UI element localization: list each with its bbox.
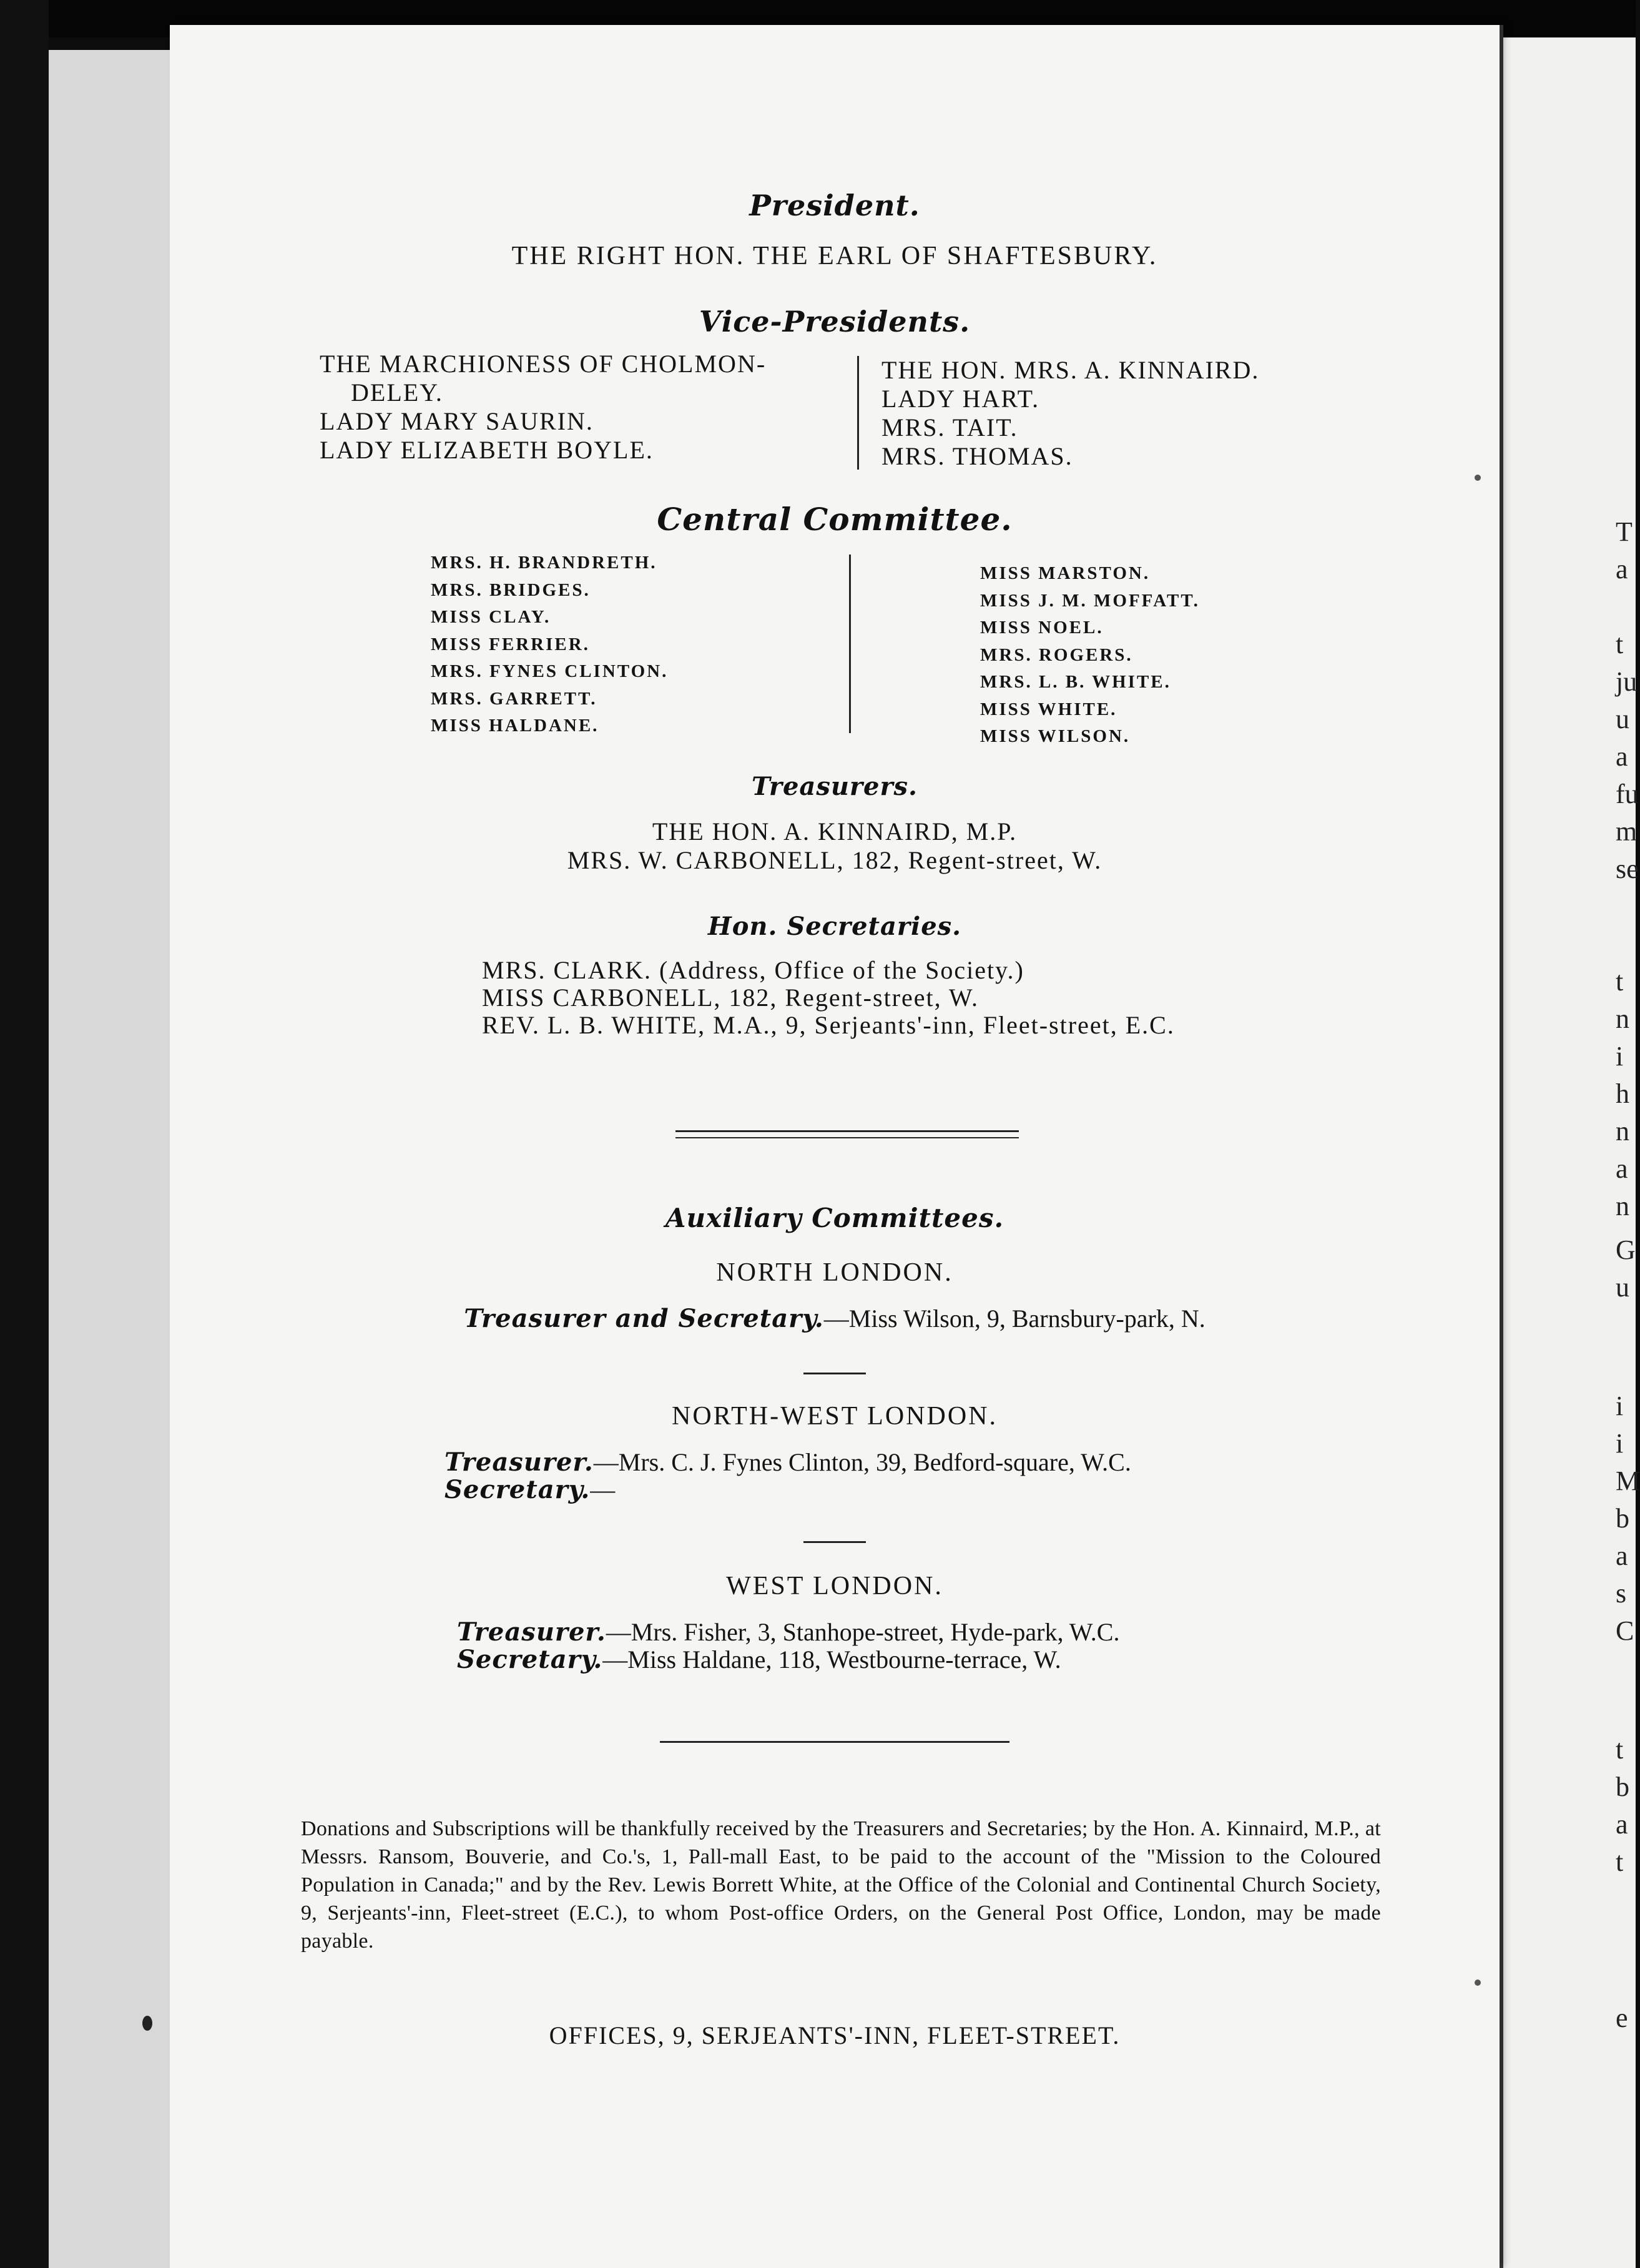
- central-committee-right: [980, 560, 1355, 751]
- secretary-line: REV. L. B. WHITE, M.A., 9, Serjeants'-inn, Fleet-street, E.C.: [482, 1011, 1175, 1039]
- adjacent-page-fragment: n: [1616, 1116, 1629, 1146]
- adjacent-page-fragment: t: [1616, 629, 1624, 659]
- column-divider: [849, 555, 851, 733]
- west-london-title: WEST LONDON.: [726, 1572, 943, 1600]
- ink-speck: [142, 2016, 152, 2031]
- adjacent-page-fragment: i: [1616, 1428, 1624, 1459]
- north-west-london-title: NORTH-WEST LONDON.: [672, 1402, 998, 1431]
- adjacent-page-fragment: a: [1616, 554, 1628, 584]
- vice-presidents-right: [881, 356, 1443, 471]
- adjacent-page-fragment: s: [1616, 1578, 1627, 1609]
- divider-double-bottom: [675, 1137, 1019, 1138]
- vice-president-entry: LADY HART.: [881, 385, 1040, 413]
- officer-details: —Mrs. C. J. Fynes Clinton, 39, Bedford-square, W.C.: [593, 1448, 1131, 1476]
- committee-member: MRS. GARRETT.: [431, 688, 597, 709]
- adjacent-page-fragment: m: [1616, 816, 1638, 847]
- adjacent-page-fragment: t: [1616, 966, 1624, 997]
- officer-details: —Mrs. Fisher, 3, Stanhope-street, Hyde-park, W.C.: [606, 1618, 1120, 1646]
- committee-member: MISS FERRIER.: [431, 634, 590, 654]
- officer-label: Treasurer.: [457, 1617, 606, 1647]
- adjacent-page-fragment: a: [1616, 1153, 1628, 1184]
- treasurer-line: THE HON. A. KINNAIRD, M.P.: [652, 817, 1018, 846]
- adjacent-page-fragment: n: [1616, 1003, 1629, 1034]
- vice-president-entry: THE HON. MRS. A. KINNAIRD.: [881, 356, 1260, 384]
- vice-president-entry: LADY MARY SAURIN.: [320, 407, 594, 435]
- short-divider: [803, 1373, 866, 1374]
- committee-member: MRS. ROGERS.: [980, 644, 1133, 665]
- committee-member: MISS WILSON.: [980, 726, 1131, 746]
- president-name: THE RIGHT HON. THE EARL OF SHAFTESBURY.: [511, 242, 1158, 270]
- officer-label: Secretary.: [444, 1475, 591, 1504]
- adjacent-page-fragment: t: [1616, 1734, 1624, 1765]
- treasurer-line: MRS. W. CARBONELL, 182, Regent-street, W.: [567, 846, 1102, 874]
- committee-member: MISS MARSTON.: [980, 563, 1151, 583]
- secretaries-heading: Hon. Secretaries.: [707, 912, 962, 941]
- vice-president-entry: DELEY.: [351, 378, 443, 407]
- vice-president-entry: MRS. THOMAS.: [881, 442, 1073, 470]
- ink-speck: [1475, 1980, 1481, 1986]
- committee-member: MISS J. M. MOFFATT.: [980, 590, 1200, 611]
- officer-details: —: [590, 1476, 616, 1504]
- central-committee-left: [431, 550, 805, 740]
- secretary-line: MISS CARBONELL, 182, Regent-street, W.: [482, 984, 979, 1012]
- scan-border-left: [0, 0, 49, 2268]
- adjacent-page-fragment: i: [1616, 1391, 1624, 1421]
- vice-president-entry: THE MARCHIONESS OF CHOLMON-: [320, 350, 767, 378]
- adjacent-page-fragment: u: [1616, 1272, 1629, 1303]
- vice-president-entry: LADY ELIZABETH BOYLE.: [320, 436, 654, 464]
- adjacent-page-fragment: h: [1616, 1078, 1629, 1109]
- officer-label: Treasurer and Secretary.: [464, 1304, 824, 1333]
- west-treasurer: [457, 1619, 1119, 1646]
- vice-presidents-heading: Vice-Presidents.: [699, 305, 971, 338]
- adjacent-page-fragment: ju: [1616, 666, 1638, 697]
- committee-member: MISS HALDANE.: [431, 716, 599, 736]
- officer-label: Treasurer.: [444, 1447, 594, 1477]
- donations-paragraph: Donations and Subscriptions will be thankfully received by the Treasurers and Secretaries; by the Hon. A. Kinnaird, M.P., at Messrs. Ransom, Bouverie, and Co.'s, 1, Pall-mall East, to be paid to the account of the "Mission to the Coloured Population in Canada;" and by the Rev. Lewis Borrett White, at the Office of the Colonial and Continental Church Society, 9, Serjeants'-inn, Fleet-street (E.C.), to whom Post-office Orders, on the General Post Office, London, may be made payable.: [301, 1817, 1381, 1953]
- secretary-line: MRS. CLARK. (Address, Office of the Society.): [482, 956, 1024, 984]
- ink-speck: [1475, 475, 1481, 481]
- adjacent-page-fragment: a: [1616, 741, 1628, 772]
- adjacent-page: [1503, 37, 1640, 2268]
- committee-member: MISS WHITE.: [980, 699, 1117, 719]
- committee-member: MRS. L. B. WHITE.: [980, 672, 1171, 692]
- column-divider: [857, 356, 859, 470]
- adjacent-page-fragment: a: [1616, 1809, 1628, 1840]
- section-divider: [660, 1741, 1009, 1743]
- vice-presidents-left: [320, 350, 838, 465]
- committee-member: MISS NOEL.: [980, 618, 1104, 638]
- central-committee-heading: Central Committee.: [657, 501, 1013, 538]
- north-west-secretary: [444, 1476, 615, 1504]
- short-divider: [803, 1541, 866, 1543]
- officer-details: —Miss Wilson, 9, Barnsbury-park, N.: [823, 1304, 1205, 1333]
- officer-label: Secretary.: [457, 1645, 603, 1674]
- adjacent-page-fragment: M: [1616, 1466, 1640, 1496]
- adjacent-page-fragment: fu: [1616, 779, 1639, 809]
- committee-member: MRS. FYNES CLINTON.: [431, 661, 669, 681]
- adjacent-page-fragment: t: [1616, 1846, 1624, 1877]
- committee-member: MRS. H. BRANDRETH.: [431, 553, 657, 573]
- vice-president-entry: MRS. TAIT.: [881, 413, 1018, 441]
- officer-details: —Miss Haldane, 118, Westbourne-terrace, W.: [602, 1645, 1061, 1674]
- treasurers-heading: Treasurers.: [752, 772, 918, 801]
- offices-address: OFFICES, 9, SERJEANTS'-INN, FLEET-STREET.: [549, 2021, 1121, 2049]
- adjacent-page-fragment: C: [1616, 1615, 1634, 1646]
- adjacent-page-fragment: i: [1616, 1041, 1624, 1072]
- adjacent-page-fragment: se: [1616, 854, 1639, 884]
- auxiliary-heading: Auxiliary Committees.: [665, 1203, 1004, 1233]
- north-west-treasurer: [444, 1449, 1131, 1476]
- committee-member: MRS. BRIDGES.: [431, 579, 591, 600]
- adjacent-page-fragment: e: [1616, 2003, 1628, 2033]
- north-london-title: NORTH LONDON.: [716, 1258, 953, 1287]
- president-heading: President.: [749, 189, 920, 222]
- committee-member: MISS CLAY.: [431, 607, 551, 627]
- adjacent-page-fragment: b: [1616, 1503, 1629, 1534]
- adjacent-page-fragment: a: [1616, 1541, 1628, 1571]
- adjacent-page-fragment: n: [1616, 1191, 1629, 1221]
- document-page: [170, 25, 1500, 2268]
- adjacent-page-fragment: b: [1616, 1772, 1629, 1802]
- north-london-officers: [170, 1305, 1500, 1333]
- adjacent-page-fragment: T: [1616, 516, 1633, 547]
- adjacent-page-fragment: u: [1616, 704, 1629, 734]
- divider-double-top: [675, 1130, 1019, 1132]
- west-secretary: [457, 1646, 1061, 1674]
- adjacent-page-fragment: G: [1616, 1235, 1636, 1265]
